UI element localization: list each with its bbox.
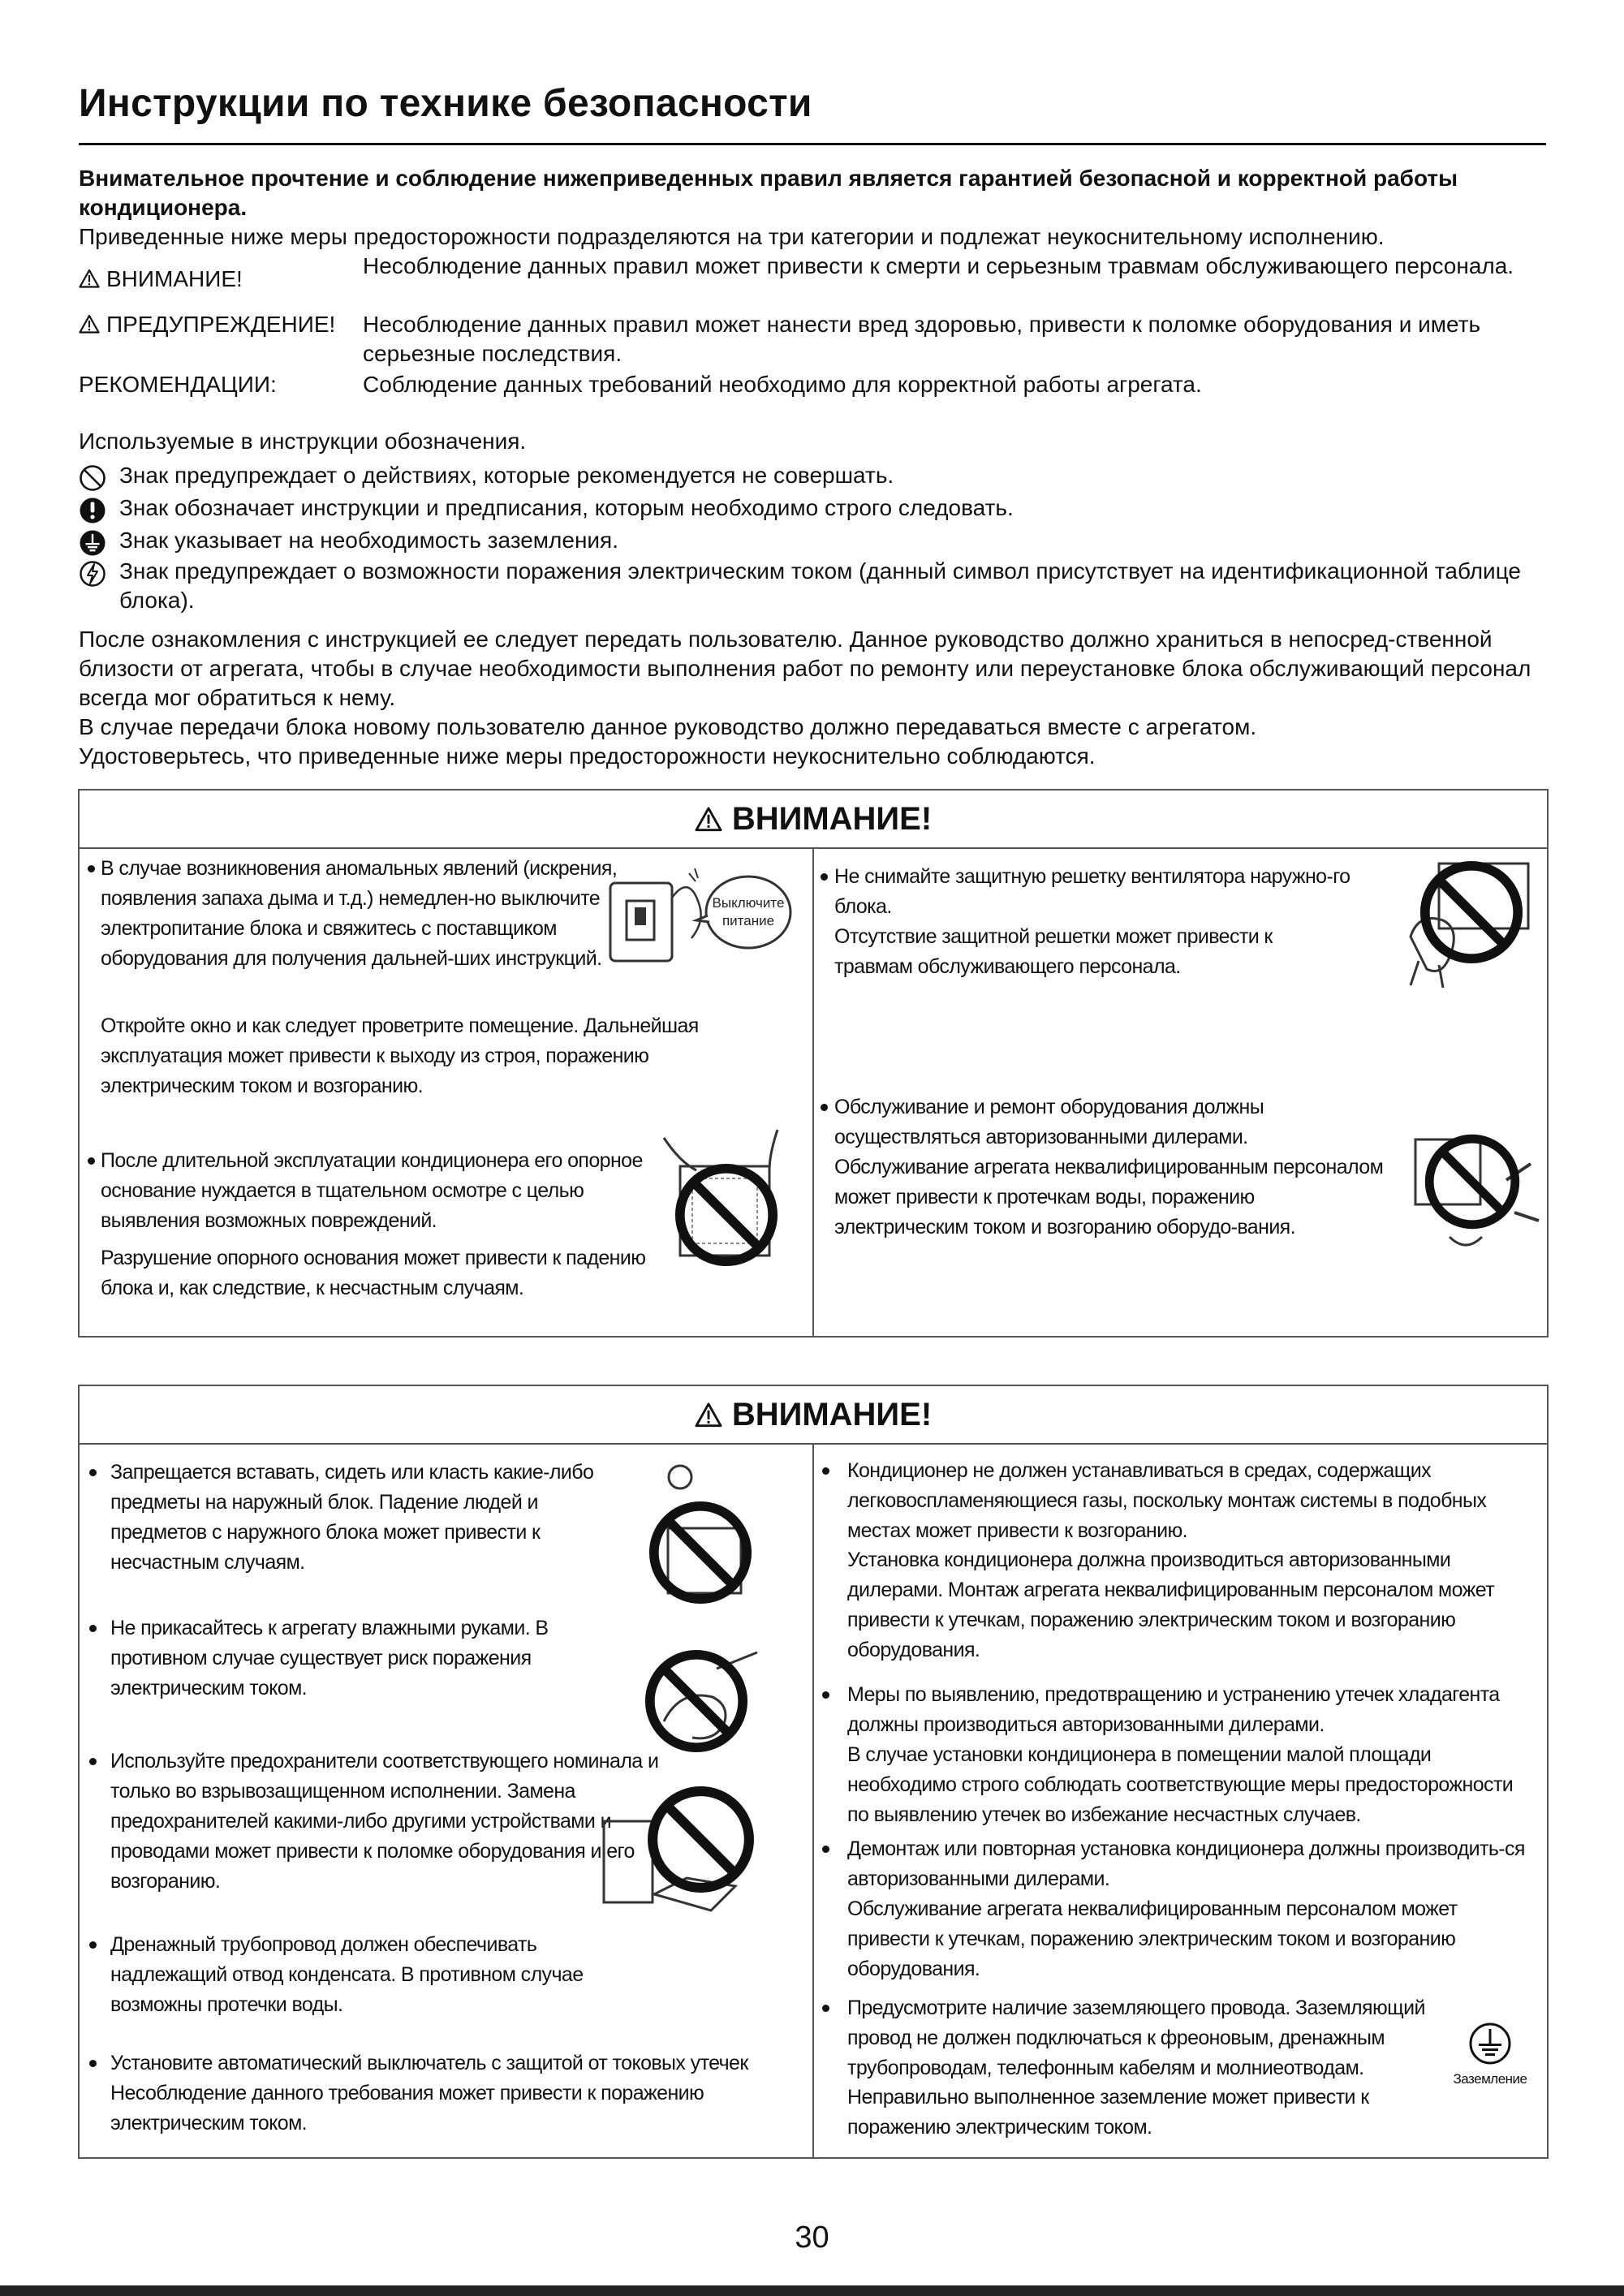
title-rule: [79, 143, 1546, 145]
intro-text: Приведенные ниже меры предосторожности подразделяются на три категории и подлежат неукоснительному исполнению.: [79, 224, 1385, 249]
box-heading-text: ВНИМАНИЕ!: [731, 800, 933, 837]
list-item-note: Разрушение опорного основания может привести к падению блока и, как следствие, к несчастным случаям.: [101, 1247, 646, 1299]
symbol-row: [79, 493, 1548, 523]
no-standing-illustration-icon: [631, 1459, 769, 1622]
prohibition-icon: [79, 464, 106, 492]
warning-triangle-icon: [79, 314, 100, 334]
category-text: Несоблюдение данных правил может нанести вред здоровью, привести к поломке оборудования и иметь серьезные последствия.: [363, 312, 1481, 366]
symbol-row: [79, 557, 1548, 615]
electric-shock-icon: [79, 560, 106, 588]
warning-triangle-icon: [695, 1402, 722, 1428]
power-off-illustration-icon: [604, 865, 815, 979]
category-caution: [79, 310, 1548, 368]
ground-icon: [79, 529, 106, 557]
fuse-illustration-icon: [597, 1781, 776, 1919]
list-item-note: Неправильно выполненное заземление может привести к поражению электрическим током.: [847, 2086, 1369, 2139]
list-item: Обслуживание и ремонт оборудования должны осуществляться авторизованными дилерами.: [834, 1096, 1264, 1148]
list-item: Предусмотрите наличие заземляющего провода. Заземляющий провод не должен подключаться к фреоновым, дренажным трубопроводам, телефонным кабелям и молниеотводам.: [847, 1997, 1425, 2079]
service-tools-illustration-icon: [1401, 1115, 1543, 1273]
list-item-note: Обслуживание агрегата неквалифицированным персоналом может привести к утечкам, поражению электрическим током и возгоранию оборудования.: [847, 1898, 1458, 1980]
no-wet-hands-illustration-icon: [640, 1644, 769, 1758]
symbols-heading: Используемые в инструкции обозначения.: [79, 429, 527, 454]
symbol-text: Знак указывает на необходимость заземления.: [119, 528, 619, 553]
list-item: В случае возникновения аномальных явлений (искрения, появления запаха дыма и т.д.) немедлен-но выключите электропитание блока и свяжитесь с поставщиком оборудования для получения дальней-ших инструкций.: [101, 857, 618, 970]
list-item-note: Обслуживание агрегата неквалифицированным персоналом может привести к протечкам воды, поражению электрическим током и возгоранию оборудо-вания.: [834, 1156, 1384, 1238]
category-text: Несоблюдение данных правил может привести к смерти и серьезным травмам обслуживающего персонала.: [363, 253, 1514, 278]
category-text: Соблюдение данных требований необходимо для корректной работы агрегата.: [363, 372, 1202, 397]
list-item-note: Отсутствие защитной решетки может привести к травмам обслуживающего персонала.: [834, 925, 1273, 978]
box-heading: [80, 1386, 1547, 1445]
ground-label: Заземление: [1453, 2071, 1527, 2087]
symbol-text: Знак обозначает инструкции и предписания, которым необходимо строго следовать.: [119, 495, 1014, 520]
no-climbing-illustration-icon: [648, 1122, 810, 1292]
warning-box-2: [78, 1385, 1549, 2159]
list-item-note: Откройте окно и как следует проветрите помещение. Дальнейшая эксплуатация может привести к выходу из строя, поражению электрическим током и возгоранию.: [101, 1014, 699, 1097]
list-item: Запрещается вставать, сидеть или класть какие-либо предметы на наружный блок. Падение людей и предметов с наружного блока может привести к несчастным случаям.: [110, 1461, 594, 1574]
list-item-note: В случае установки кондиционера в помещении малой площади необходимо строго соблюдать соответствующие меры предосторожности по выявлению утечек во избежание несчастных случаев.: [847, 1743, 1514, 1826]
list-item: После длительной эксплуатации кондиционера его опорное основание нуждается в тщательном осмотре с целью выявления возможных повреждений.: [101, 1149, 643, 1232]
category-recommendation: [79, 370, 1548, 399]
list-item: Меры по выявлению, предотвращению и устранению утечек хладагента должны производиться авторизованными дилерами.: [847, 1683, 1500, 1736]
list-item: Используйте предохранители соответствующего номинала и только во взрывозащищенном исполнении. Замена предохранителей какими-либо другими устройствами и проводами может привести к поломке оборудования и его возгоранию.: [110, 1750, 659, 1893]
svg-text:питание: питание: [722, 913, 775, 928]
list-item: Не прикасайтесь к агрегату влажными руками. В противном случае существует риск поражения электрическим током.: [110, 1617, 549, 1699]
warning-triangle-icon: [79, 269, 100, 288]
mandatory-icon: [79, 497, 106, 524]
category-label: ВНИМАНИЕ!: [106, 266, 243, 291]
fan-guard-illustration-icon: [1394, 847, 1540, 993]
bottom-bar: [0, 2285, 1624, 2296]
list-item-note: Установка кондиционера должна производиться авторизованными дилерами. Монтаж агрегата неквалифицированным персоналом может привести к утечкам, поражению электрическим током и возгоранию оборудования.: [847, 1549, 1495, 1661]
list-item: Не снимайте защитную решетку вентилятора наружно-го блока.: [834, 865, 1350, 918]
list-item: Кондиционер не должен устанавливаться в средах, содержащих легковоспламеняющиеся газы, поскольку монтаж системы в подобных местах может привести к возгоранию.: [847, 1459, 1487, 1542]
box-heading: [80, 790, 1547, 849]
symbol-text: Знак предупреждает о действиях, которые рекомендуется не совершать.: [119, 463, 894, 488]
page-title: Инструкции по технике безопасности: [79, 82, 812, 125]
speech-bubble-text: Выключите: [712, 895, 785, 911]
symbol-row: [79, 526, 1548, 555]
paragraph: В случае передачи блока новому пользователю данное руководство должно передаваться вместе с агрегатом.: [79, 714, 1257, 739]
symbol-text: Знак предупреждает о возможности поражения электрическим током (данный символ присутствует на идентификационной таблице блока).: [119, 558, 1521, 613]
list-item: Установите автоматический выключатель с защитой от токовых утечек Несоблюдение данного требования может привести к поражению электрическим током.: [110, 2052, 748, 2134]
list-item: Дренажный трубопровод должен обеспечивать надлежащий отвод конденсата. В противном случае возможны протечки воды.: [110, 1933, 584, 2016]
symbol-row: [79, 461, 1548, 490]
box-heading-text: ВНИМАНИЕ!: [731, 1396, 933, 1432]
page-number: 30: [795, 2221, 829, 2255]
category-label: ПРЕДУПРЕЖДЕНИЕ!: [106, 312, 336, 337]
paragraph: После ознакомления с инструкцией ее следует передать пользователю. Данное руководство должно храниться в непосред-ственной близости от агрегата, чтобы в случае необходимости выполнения работ по ремонту или переустановке блока обслуживающий персонал всегда мог обратиться к нему.: [79, 627, 1531, 710]
category-label: РЕКОМЕНДАЦИИ:: [79, 372, 277, 397]
warning-triangle-icon: [695, 806, 722, 832]
intro-bold-text: Внимательное прочтение и соблюдение нижеприведенных правил является гарантией безопасной и корректной работы кондиционера.: [79, 166, 1458, 220]
ground-icon: [1467, 2021, 1513, 2066]
paragraph: Удостоверьтесь, что приведенные ниже меры предосторожности неукоснительно соблюдаются.: [79, 743, 1096, 769]
column-divider: [812, 1445, 814, 2157]
warning-box-1: [78, 789, 1549, 1338]
list-item: Демонтаж или повторная установка кондиционера должны производить-ся авторизованными дилерами.: [847, 1837, 1525, 1890]
category-warning: [79, 252, 1548, 310]
